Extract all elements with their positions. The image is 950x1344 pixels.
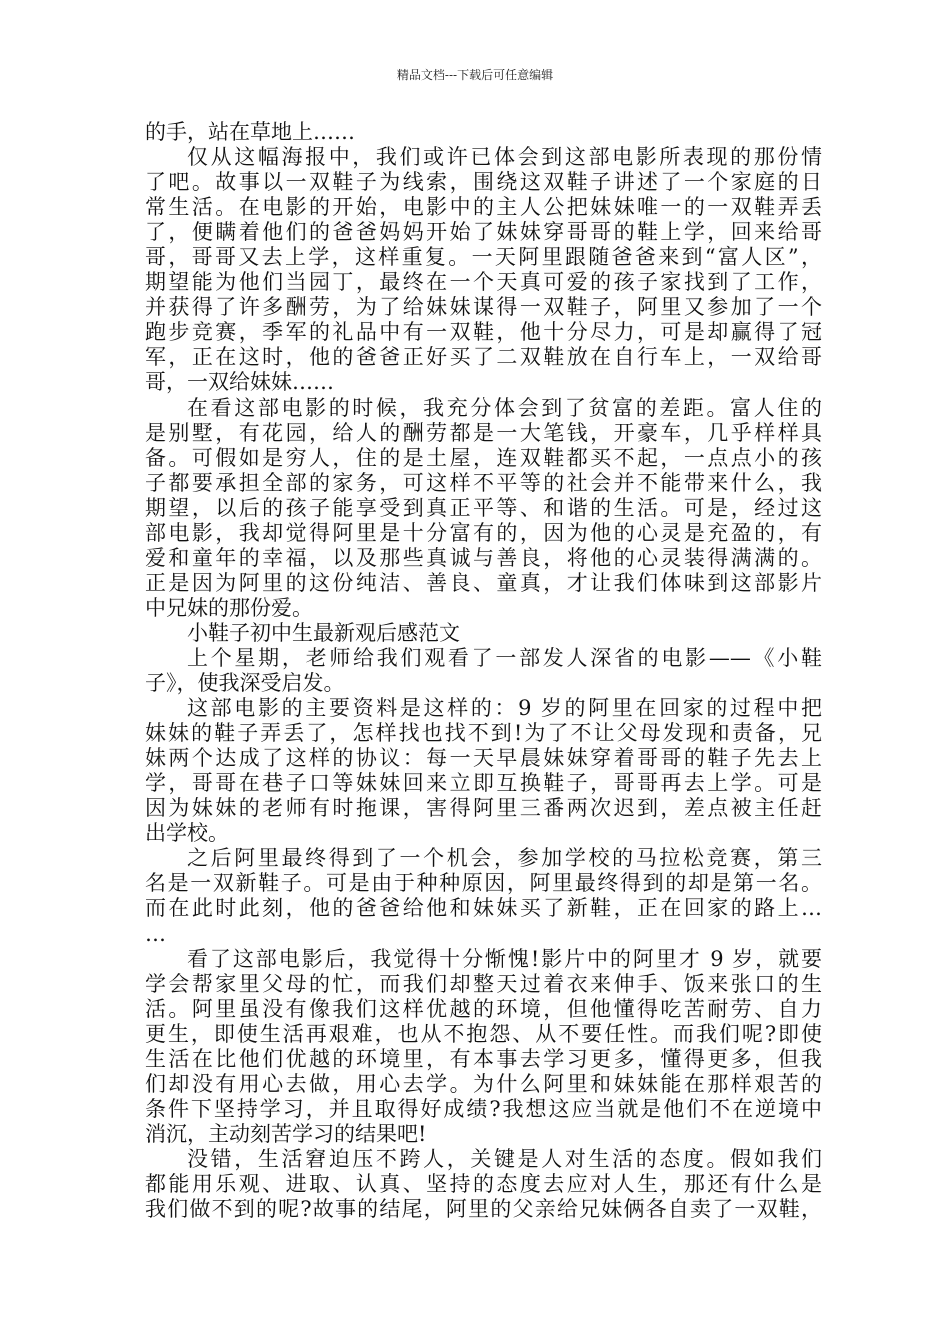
- text-line: 中兄妹的那份爱。: [145, 595, 313, 620]
- text-line: 部电影，我却觉得阿里是十分富有的，因为他的心灵是充盈的，有: [145, 520, 822, 545]
- text-line: 看了这部电影后，我觉得十分惭愧!影片中的阿里才 9 岁，就要: [187, 946, 822, 971]
- text-line: 在看这部电影的时候，我充分体会到了贫富的差距。富人住的: [187, 395, 822, 420]
- text-line: 学会帮家里父母的忙，而我们却整天过着衣来伸手、饭来张口的生: [145, 971, 822, 996]
- text-line: 哥，哥哥又去上学，这样重复。一天阿里跟随爸爸来到“富人区”，: [145, 245, 822, 270]
- text-line: 的手，站在草地上……: [145, 120, 355, 144]
- text-line: 没错，生活窘迫压不跨人，关键是人对生活的态度。假如我们: [187, 1146, 822, 1171]
- text-line: 这部电影的主要资料是这样的：9 岁的阿里在回家的过程中把: [187, 696, 822, 721]
- text-line: 期望能为他们当园丁，最终在一个天真可爱的孩子家找到了工作，: [145, 270, 822, 295]
- text-line: …: [145, 921, 166, 946]
- text-line: 们却没有用心去做，用心去学。为什么阿里和妹妹能在那样艰苦的: [145, 1071, 822, 1096]
- document-body: [145, 120, 822, 1222]
- text-line: 备。可假如是穷人，住的是土屋，连双鞋都买不起，一点点小的孩: [145, 445, 822, 470]
- text-line: 军，正在这时，他的爸爸正好买了二双鞋放在自行车上，一双给哥: [145, 345, 822, 370]
- text-line: 哥，一双给妹妹……: [145, 370, 334, 395]
- text-line: 出学校。: [145, 821, 229, 846]
- text-line: 并获得了许多酬劳，为了给妹妹谋得一双鞋子，阿里又参加了一个: [145, 295, 822, 320]
- text-line: 常生活。在电影的开始，电影中的主人公把妹妹唯一的一双鞋弄丢: [145, 195, 822, 220]
- text-line: 期望，以后的孩子能享受到真正平等、和谐的生活。可是，经过这: [145, 495, 822, 520]
- text-line: 正是因为阿里的这份纯洁、善良、童真，才让我们体味到这部影片: [145, 570, 822, 595]
- text-line: 仅从这幅海报中，我们或许已体会到这部电影所表现的那份情: [187, 145, 822, 170]
- text-line: 妹两个达成了这样的协议：每一天早晨妹妹穿着哥哥的鞋子先去上: [145, 746, 822, 771]
- text-line: 妹妹的鞋子弄丢了，怎样找也找不到!为了不让父母发现和责备，兄: [145, 721, 822, 746]
- text-line: 学，哥哥在巷子口等妹妹回来立即互换鞋子，哥哥再去上学。可是: [145, 771, 822, 796]
- text-line: 子》，使我深受启发。: [145, 671, 345, 696]
- text-line: 爱和童年的幸福，以及那些真诚与善良，将他的心灵装得满满的。: [145, 545, 822, 570]
- text-line: 上个星期，老师给我们观看了一部发人深省的电影——《小鞋: [187, 645, 822, 670]
- text-line: 因为妹妹的老师有时拖课，害得阿里三番两次迟到，差点被主任赶: [145, 796, 822, 821]
- text-line: 跑步竞赛，季军的礼品中有一双鞋，他十分尽力，可是却赢得了冠: [145, 320, 822, 345]
- text-line: 都能用乐观、进取、认真、坚持的态度去应对人生，那还有什么是: [145, 1171, 822, 1196]
- text-line: 是别墅，有花园，给人的酬劳都是一大笔钱，开豪车，几乎样样具: [145, 420, 822, 445]
- text-line: 子都要承担全部的家务，可这样不平等的社会并不能带来什么，我: [145, 470, 822, 495]
- text-line: 活。阿里虽没有像我们这样优越的环境，但他懂得吃苦耐劳、自力: [145, 996, 822, 1021]
- text-line: 小鞋子初中生最新观后感范文: [187, 620, 460, 645]
- page-header: 精品文档---下载后可任意编辑: [396, 68, 554, 82]
- text-line: 消沉，主动刻苦学习的结果吧!: [145, 1121, 427, 1146]
- text-line: 生活在比他们优越的环境里，有本事去学习更多，懂得更多，但我: [145, 1046, 822, 1071]
- text-line: 而在此时此刻，他的爸爸给他和妹妹买了新鞋，正在回家的路上…: [145, 896, 822, 921]
- text-line: 更生，即使生活再艰难，也从不抱怨、从不要任性。而我们呢?即使: [145, 1021, 822, 1046]
- text-line: 了，便瞒着他们的爸爸妈妈开始了妹妹穿哥哥的鞋上学，回来给哥: [145, 220, 822, 245]
- text-line: 了吧。故事以一双鞋子为线索，围绕这双鞋子讲述了一个家庭的日: [145, 170, 822, 195]
- text-line: 我们做不到的呢?故事的结尾，阿里的父亲给兄妹俩各自卖了一双鞋，: [145, 1197, 822, 1222]
- text-line: 之后阿里最终得到了一个机会，参加学校的马拉松竞赛，第三: [187, 846, 822, 871]
- text-line: 条件下坚持学习，并且取得好成绩?我想这应当就是他们不在逆境中: [145, 1096, 822, 1121]
- text-line: 名是一双新鞋子。可是由于种种原因，阿里最终得到的却是第一名。: [145, 871, 822, 896]
